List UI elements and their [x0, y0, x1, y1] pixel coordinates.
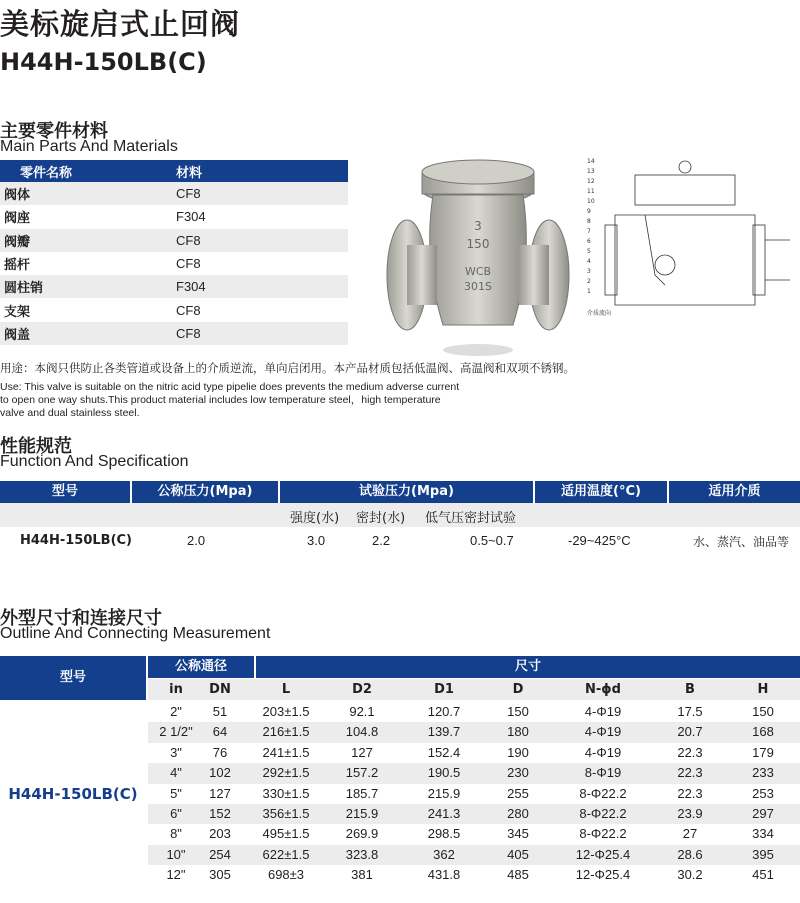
dims-subcol: DN [209, 682, 231, 697]
part-name: 摇杆 [4, 258, 31, 274]
dims-cell: 215.9 [427, 785, 461, 801]
part-name: 阀座 [4, 211, 31, 227]
drawing-flow-label: 介质流向 [587, 310, 612, 317]
dims-subcol: H [757, 682, 769, 697]
dims-cell: 180 [507, 724, 529, 740]
dims-cell: 269.9 [345, 826, 379, 842]
dims-cell: 345 [507, 826, 529, 842]
dims-cell: 698±3 [267, 867, 305, 883]
dims-cell: 104.8 [345, 724, 379, 740]
dims-cell: 10" [166, 846, 186, 862]
dims-row [148, 722, 800, 742]
dims-cell: 4-Φ19 [584, 744, 622, 760]
dims-cell: 127 [209, 785, 231, 801]
usage-en: Use: This valve is suitable on the nitric acid type pipelie does prevents the medium adverse current to open one way shuts.This product material includes low temperature steel，high temperature valve and dual stainless steel. [0, 381, 460, 419]
parts-row [0, 322, 348, 345]
spec-lowgas: 0.5~0.7 [470, 533, 514, 548]
parts-row [0, 298, 348, 321]
dims-cell: 451 [752, 867, 774, 883]
dims-cell: 330±1.5 [262, 785, 310, 801]
dims-cell: 622±1.5 [262, 846, 310, 862]
dims-cell: 17.5 [677, 704, 703, 719]
dims-cell: 241±1.5 [262, 744, 310, 760]
dims-cell: 4-Φ19 [584, 704, 622, 719]
drawing-label: 1 [587, 288, 591, 295]
drawing-label: 4 [587, 258, 591, 265]
dims-cell: 280 [507, 806, 529, 821]
dims-cell: 255 [507, 785, 529, 801]
dims-cell: 216±1.5 [262, 724, 310, 740]
dims-row [148, 845, 800, 865]
dims-cell: 3" [170, 744, 182, 760]
spec-subheader [0, 503, 800, 527]
dims-cell: 76 [212, 744, 228, 760]
dims-cell: 334 [752, 826, 774, 842]
spec-model: H44H-150LB(C) [20, 533, 132, 548]
spec-header [0, 481, 800, 503]
dims-cell: 203±1.5 [262, 704, 310, 719]
parts-row [0, 205, 348, 228]
parts-row [0, 252, 348, 275]
part-material: CF8 [176, 232, 201, 248]
dims-cell: 230 [507, 765, 529, 781]
dims-cell: 150 [507, 704, 529, 719]
dims-cell: 64 [212, 724, 228, 740]
dims-subcol: in [169, 682, 183, 697]
parts-row [0, 182, 348, 205]
dims-cell: 253 [752, 785, 774, 801]
usage-cn: 用途：本阀只供防止各类管道或设备上的介质逆流，单向启闭用。本产品材质包括低温阀、高温阀和双项不锈钢。 [0, 361, 575, 375]
part-material: CF8 [176, 325, 201, 341]
dims-cell: 179 [752, 744, 774, 760]
part-material: CF8 [176, 186, 201, 202]
drawing-label: 14 [587, 158, 595, 165]
parts-title-en: Main Parts And Materials [0, 138, 178, 155]
valve-text-trim: 301S [464, 280, 492, 293]
spec-medium: 水、蒸汽、油品等 [693, 535, 790, 549]
col-material: 材料 [176, 165, 203, 181]
dims-cell: 395 [752, 846, 774, 862]
dims-subcol: B [685, 682, 695, 697]
dims-cell: 5" [170, 785, 182, 801]
valve-photo [383, 150, 573, 360]
drawing-label: 12 [587, 178, 595, 185]
dims-row [148, 804, 800, 824]
drawing-label: 7 [587, 228, 591, 235]
dims-row [148, 702, 800, 722]
dims-cell: 27 [682, 826, 698, 842]
spec-pn: 2.0 [187, 533, 206, 548]
dims-cell: 152 [209, 806, 231, 821]
dims-cell: 22.3 [677, 785, 703, 801]
dims-cell: 254 [209, 846, 231, 862]
dims-row [148, 784, 800, 804]
spec-seal: 2.2 [372, 533, 391, 548]
dims-cell: 485 [507, 867, 529, 883]
dims-cell: 190.5 [427, 765, 461, 781]
dims-cell: 2 1/2" [159, 724, 193, 740]
dims-row [148, 824, 800, 844]
dims-cell: 203 [209, 826, 231, 842]
dims-cell: 28.6 [677, 846, 703, 862]
dims-cell: 4-Φ19 [584, 724, 622, 740]
dims-row [148, 743, 800, 763]
valve-text-size: 3 [474, 219, 482, 233]
dims-cell: 20.7 [677, 724, 703, 740]
dims-cell: 12-Φ25.4 [575, 867, 631, 883]
valve-text-material: WCB [464, 265, 492, 278]
spec-sub-strength: 强度(水) [290, 511, 340, 526]
spec-table [0, 481, 800, 555]
dims-cell: 495±1.5 [262, 826, 310, 842]
dims-cell: 127 [351, 744, 373, 760]
dims-cell: 233 [752, 765, 774, 781]
dims-cell: 23.9 [677, 806, 703, 821]
drawing-label: 3 [587, 268, 591, 275]
parts-table [0, 160, 348, 345]
dims-title-en: Outline And Connecting Measurement [0, 625, 271, 642]
dims-cell: 292±1.5 [262, 765, 310, 781]
dims-col-size: 尺寸 [256, 656, 800, 678]
spec-col-test: 试验压力(Mpa) [280, 481, 533, 503]
parts-title-cn: 主要零件材料 [0, 121, 108, 142]
dims-subcol: D [512, 682, 524, 697]
valve-text-class: 150 [466, 237, 490, 251]
drawing-label: 11 [587, 188, 595, 195]
dims-subcol: N-ϕd [585, 682, 621, 697]
drawing-label: 6 [587, 238, 591, 245]
dims-cell: 190 [507, 744, 529, 760]
spec-strength: 3.0 [307, 533, 326, 548]
dims-cell: 8-Φ22.2 [579, 806, 627, 821]
dims-cell: 8-Φ19 [584, 765, 622, 781]
part-name: 阀盖 [4, 327, 31, 343]
dims-row [148, 763, 800, 783]
dims-cell: 8" [170, 826, 182, 842]
parts-row [0, 229, 348, 252]
valve-section-drawing [585, 155, 795, 330]
dims-cell: 12" [166, 867, 186, 883]
dims-cell: 157.2 [345, 765, 379, 781]
dims-cell: 362 [433, 846, 455, 862]
part-material: CF8 [176, 302, 201, 318]
spec-title-cn: 性能规范 [0, 436, 72, 457]
part-material: CF8 [176, 256, 201, 272]
parts-row [0, 275, 348, 298]
part-material: F304 [176, 209, 206, 225]
dims-cell: 22.3 [677, 765, 703, 781]
parts-table-header [0, 160, 348, 182]
dims-table [0, 656, 800, 886]
part-material: F304 [176, 279, 206, 295]
dims-cell: 120.7 [427, 704, 461, 719]
dims-cell: 139.7 [427, 724, 461, 740]
part-name: 支架 [4, 304, 31, 320]
dims-cell: 298.5 [427, 826, 461, 842]
spec-col-medium: 适用介质 [669, 481, 800, 503]
drawing-label: 2 [587, 278, 591, 285]
dims-col-model: 型号 [0, 656, 146, 700]
part-name: 阀瓣 [4, 234, 31, 250]
dims-cell: 356±1.5 [262, 806, 310, 821]
dims-cell: 381 [351, 867, 373, 883]
page-title: 美标旋启式止回阀 [0, 7, 241, 41]
dims-model: H44H-150LB(C) [8, 785, 138, 803]
dims-cell: 405 [507, 846, 529, 862]
dims-cell: 431.8 [427, 867, 461, 883]
dims-cell: 102 [209, 765, 231, 781]
dims-cell: 4" [170, 765, 182, 781]
dims-cell: 8-Φ22.2 [579, 785, 627, 801]
dims-cell: 8-Φ22.2 [579, 826, 627, 842]
dims-row [148, 865, 800, 885]
dims-cell: 323.8 [345, 846, 379, 862]
dims-cell: 92.1 [349, 704, 375, 719]
part-name: 圆柱销 [4, 281, 44, 297]
dims-cell: 12-Φ25.4 [575, 846, 631, 862]
spec-row [0, 527, 800, 555]
dims-title-cn: 外型尺寸和连接尺寸 [0, 608, 162, 629]
dims-subcol: D1 [434, 682, 454, 697]
spec-col-pn: 公称压力(Mpa) [132, 481, 278, 503]
drawing-label: 10 [587, 198, 595, 205]
spec-col-model: 型号 [0, 481, 130, 503]
col-part-name: 零件名称 [20, 165, 73, 181]
dims-cell: 2" [170, 704, 182, 719]
dims-cell: 152.4 [427, 744, 461, 760]
part-name: 阀体 [4, 188, 31, 204]
drawing-label: 5 [587, 248, 591, 255]
spec-col-temp: 适用温度(°C) [535, 481, 667, 503]
spec-sub-lowgas: 低气压密封试验 [425, 511, 517, 526]
model-subtitle: H44H-150LB(C) [0, 48, 207, 76]
drawing-label: 9 [587, 208, 591, 215]
dims-cell: 168 [752, 724, 774, 740]
dims-cell: 6" [170, 806, 182, 821]
spec-sub-seal: 密封(水) [356, 511, 406, 526]
dims-cell: 185.7 [345, 785, 379, 801]
dims-subcol: D2 [352, 682, 372, 697]
dims-col-nominal: 公称通径 [148, 656, 254, 678]
spec-title-en: Function And Specification [0, 453, 189, 470]
dims-cell: 150 [752, 704, 774, 719]
dims-cell: 51 [212, 704, 228, 719]
spec-temp: -29~425°C [568, 533, 631, 548]
drawing-label: 13 [587, 168, 595, 175]
dims-cell: 30.2 [677, 867, 703, 883]
drawing-label: 8 [587, 218, 591, 225]
dims-cell: 22.3 [677, 744, 703, 760]
dims-subcol: L [281, 682, 291, 697]
dims-cell: 215.9 [345, 806, 379, 821]
dims-cell: 305 [209, 867, 231, 883]
dims-cell: 297 [752, 806, 774, 821]
dims-cell: 241.3 [427, 806, 461, 821]
